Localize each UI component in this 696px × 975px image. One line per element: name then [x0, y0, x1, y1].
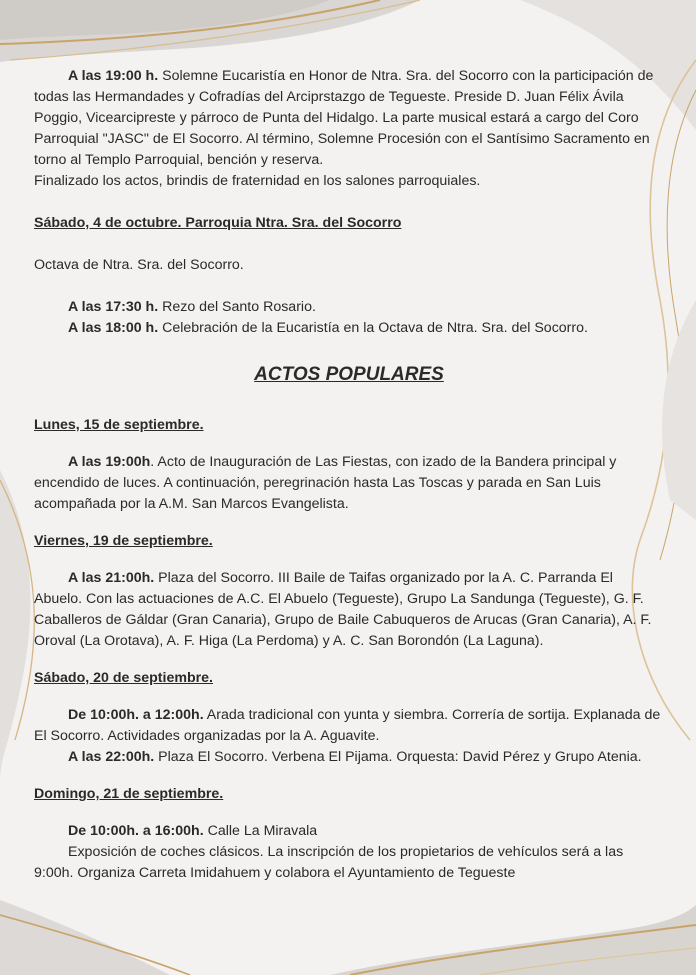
event-text: Celebración de la Eucaristía en la Octava de Ntra. Sra. del Socorro.	[158, 320, 588, 336]
time-label: A las 19:00h	[68, 454, 151, 470]
event-text: . Acto de Inauguración de Las Fiestas, con izado de la Bandera principal y encendido de luces. A continuación, peregrinación hasta Las Toscas y parada en San Luis acompañada por la A.M. San Marcos Evangelista.	[34, 454, 617, 512]
paragraph-text: Solemne Eucaristía en Honor de Ntra. Sra. del Socorro con la participación de todas las Hermandades y Cofradías del Arciprstazgo de Tegueste. Preside D. Juan Félix Ávila Poggio, Vicearcipreste y párroco de Punta del Hidalgo. La parte musical estará a cargo del Coro Parroquial "JASC" de El Socorro. Al término, Solemne Procesión con el Santísimo Sacramento en torno al Templo Parroquial, bención y reserva.	[34, 68, 654, 168]
paragraph-eucaristia	[34, 66, 664, 171]
time-label: A las 19:00 h.	[68, 68, 159, 84]
event-item	[34, 318, 664, 339]
event-item	[34, 297, 664, 318]
event-item	[34, 705, 664, 747]
event-text: Calle La Miravala	[203, 823, 318, 839]
section-heading-sabado-4-octubre: Sábado, 4 de octubre. Parroquia Ntra. Sra. del Socorro	[34, 215, 402, 231]
paragraph-brindis: Finalizado los actos, brindis de fraternidad en los salones parroquiales.	[34, 173, 481, 189]
time-label: A las 22:00h.	[68, 749, 155, 765]
event-item	[34, 568, 664, 652]
event-text: Plaza El Socorro. Verbena El Pijama. Orquesta: David Pérez y Grupo Atenia.	[154, 749, 642, 765]
event-item	[34, 452, 664, 515]
time-label: A las 21:00h.	[68, 570, 155, 586]
document-body	[34, 66, 664, 884]
octava-intro: Octava de Ntra. Sra. del Socorro.	[34, 257, 244, 273]
time-label: De 10:00h. a 12:00h.	[68, 707, 204, 723]
time-label: A las 18:00 h.	[68, 320, 159, 336]
event-item	[34, 821, 664, 842]
time-label: A las 17:30 h.	[68, 299, 159, 315]
section-heading-viernes-19: Viernes, 19 de septiembre.	[34, 533, 213, 549]
event-text: Rezo del Santo Rosario.	[158, 299, 316, 315]
event-text: Arada tradicional con yunta y siembra. Correría de sortija. Explanada de El Socorro. Actividades organizadas por la A. Aguavite.	[34, 707, 661, 744]
section-title-actos-populares: ACTOS POPULARES	[254, 364, 444, 385]
section-heading-domingo-21: Domingo, 21 de septiembre.	[34, 786, 224, 802]
time-label: De 10:00h. a 16:00h.	[68, 823, 204, 839]
event-item	[34, 747, 664, 768]
section-heading-sabado-20: Sábado, 20 de septiembre.	[34, 670, 213, 686]
section-heading-lunes-15: Lunes, 15 de septiembre.	[34, 417, 204, 433]
event-description: Exposición de coches clásicos. La inscripción de los propietarios de vehículos será a las 9:00h. Organiza Carreta Imidahuem y colabora el Ayuntamiento de Tegueste	[34, 844, 624, 881]
event-text: Plaza del Socorro. III Baile de Taifas organizado por la A. C. Parranda El Abuelo. Con las actuaciones de A.C. El Abuelo (Tegueste), Grupo La Sandunga (Tegueste), G. F. Caballeros de Gáldar (Gran Canaria), Grupo de Baile Cabuqueros de Arucas (Gran Canaria), A. F. Oroval (La Orotava), A. F. Higa (La Perdoma) y A. C. San Borondón (La Laguna).	[34, 570, 652, 649]
